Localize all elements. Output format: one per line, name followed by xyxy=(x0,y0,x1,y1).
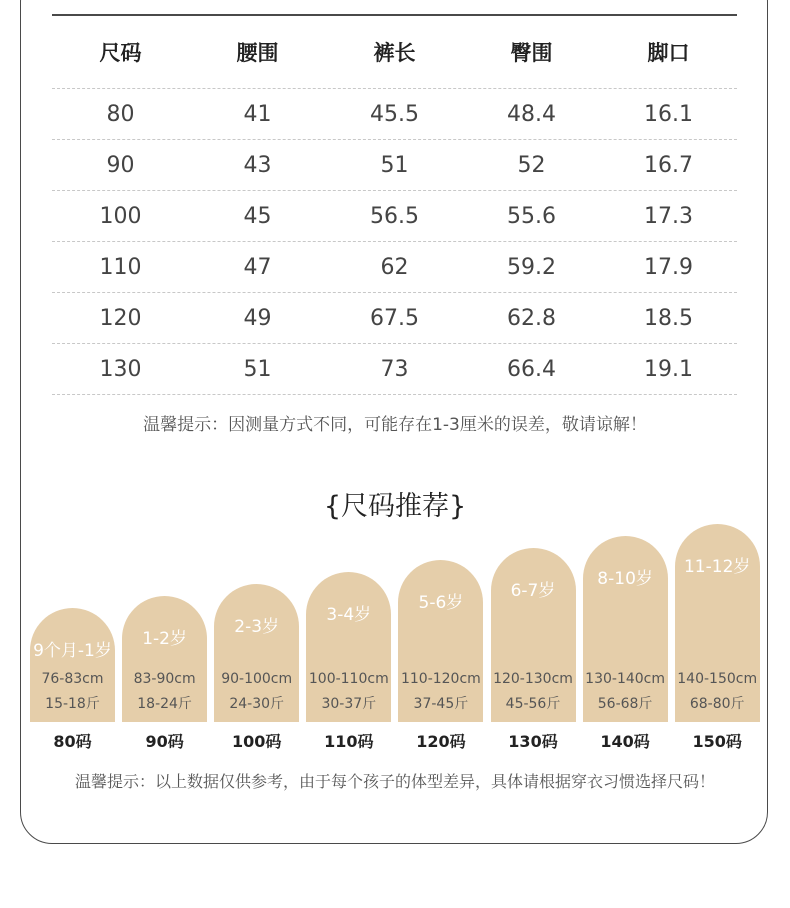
bar-age-label: 8-10岁 xyxy=(597,569,653,589)
bar-size-label: 120码 xyxy=(416,732,466,751)
bar-size-label: 80码 xyxy=(53,732,92,751)
size-recommend-bars xyxy=(30,520,760,760)
table-cell: 16.7 xyxy=(644,152,693,178)
table-cell: 17.3 xyxy=(644,203,693,229)
table-row xyxy=(52,140,737,191)
table-cell: 73 xyxy=(380,356,409,382)
table-row xyxy=(52,191,737,242)
table-cell: 100 xyxy=(99,203,142,229)
bar-age-label: 5-6岁 xyxy=(418,593,464,613)
size-table xyxy=(52,14,737,395)
table-cell: 66.4 xyxy=(507,356,556,382)
header-waist: 腰围 xyxy=(236,41,279,65)
bar-weight-range: 56-68斤 xyxy=(597,696,653,712)
table-cell: 62.8 xyxy=(507,305,556,331)
size-recommend-item xyxy=(491,520,576,760)
bar-age-label: 6-7岁 xyxy=(510,581,556,601)
header-size: 尺码 xyxy=(99,41,142,65)
table-cell: 45 xyxy=(243,203,272,229)
table-cell: 55.6 xyxy=(507,203,556,229)
size-recommend-item xyxy=(30,520,115,760)
bar-height-range: 76-83cm xyxy=(41,671,104,687)
bar-size-label: 150码 xyxy=(692,732,742,751)
table-cell: 80 xyxy=(106,101,135,127)
table-body xyxy=(52,89,737,395)
size-recommend-item xyxy=(122,520,207,760)
bar-size-label: 130码 xyxy=(508,732,558,751)
size-recommend-item xyxy=(214,520,299,760)
recommend-title: {尺码推荐} xyxy=(323,491,467,522)
size-recommend-item xyxy=(583,520,668,760)
table-cell: 130 xyxy=(99,356,142,382)
bar-weight-range: 68-80斤 xyxy=(689,696,745,712)
bar-height-range: 90-100cm xyxy=(221,671,293,687)
table-row xyxy=(52,344,737,395)
header-cuff: 脚口 xyxy=(647,41,690,65)
size-recommend-item xyxy=(675,520,760,760)
table-cell: 51 xyxy=(380,152,409,178)
table-cell: 48.4 xyxy=(507,101,556,127)
table-cell: 43 xyxy=(243,152,272,178)
size-recommend-item xyxy=(398,520,483,760)
table-cell: 62 xyxy=(380,254,409,280)
table-cell: 41 xyxy=(243,101,272,127)
table-row xyxy=(52,89,737,140)
bar-weight-range: 45-56斤 xyxy=(505,696,561,712)
table-cell: 56.5 xyxy=(370,203,419,229)
bar-age-label: 3-4岁 xyxy=(326,605,372,625)
table-cell: 110 xyxy=(99,254,142,280)
table-cell: 18.5 xyxy=(644,305,693,331)
table-cell: 51 xyxy=(243,356,272,382)
table-cell: 67.5 xyxy=(370,305,419,331)
table-cell: 17.9 xyxy=(644,254,693,280)
bar-age-label: 2-3岁 xyxy=(234,617,280,637)
bar-age-label: 9个月-1岁 xyxy=(33,641,112,661)
bar-size-label: 100码 xyxy=(231,732,282,751)
bar-size-label: 90码 xyxy=(145,732,184,751)
bar-height-range: 120-130cm xyxy=(493,671,573,687)
table-cell: 52 xyxy=(517,152,546,178)
table-row xyxy=(52,293,737,344)
table-cell: 90 xyxy=(106,152,135,178)
reference-tip: 温馨提示：以上数据仅供参考，由于每个孩子的体型差异，具体请根据穿衣习惯选择尺码！ xyxy=(74,772,715,791)
table-cell: 45.5 xyxy=(370,101,419,127)
bar-height-range: 83-90cm xyxy=(133,671,196,687)
table-cell: 59.2 xyxy=(507,254,556,280)
size-recommend-item xyxy=(306,520,391,760)
header-length: 裤长 xyxy=(373,41,416,65)
bar-size-label: 140码 xyxy=(600,732,650,751)
bar-weight-range: 18-24斤 xyxy=(137,696,192,712)
bar-height-range: 140-150cm xyxy=(677,671,758,687)
bar-weight-range: 37-45斤 xyxy=(413,696,469,712)
measure-tip: 温馨提示：因测量方式不同，可能存在1-3厘米的误差，敬请谅解！ xyxy=(143,415,647,435)
bar-age-label: 1-2岁 xyxy=(142,629,187,649)
table-cell: 49 xyxy=(243,305,272,331)
bar-height-range: 110-120cm xyxy=(400,671,481,687)
table-row xyxy=(52,242,737,293)
bar-height-range: 100-110cm xyxy=(308,671,389,687)
table-cell: 19.1 xyxy=(644,356,693,382)
bar-age-label: 11-12岁 xyxy=(683,557,751,577)
table-header-row xyxy=(52,16,737,89)
bar-weight-range: 30-37斤 xyxy=(321,696,377,712)
table-cell: 120 xyxy=(99,305,142,331)
bar-weight-range: 24-30斤 xyxy=(229,696,285,712)
table-cell: 47 xyxy=(243,254,272,280)
table-cell: 16.1 xyxy=(644,101,693,127)
bar-size-label: 110码 xyxy=(324,732,374,751)
bar-weight-range: 15-18斤 xyxy=(45,696,100,712)
header-hip: 臀围 xyxy=(510,41,553,65)
bar-height-range: 130-140cm xyxy=(585,671,666,687)
